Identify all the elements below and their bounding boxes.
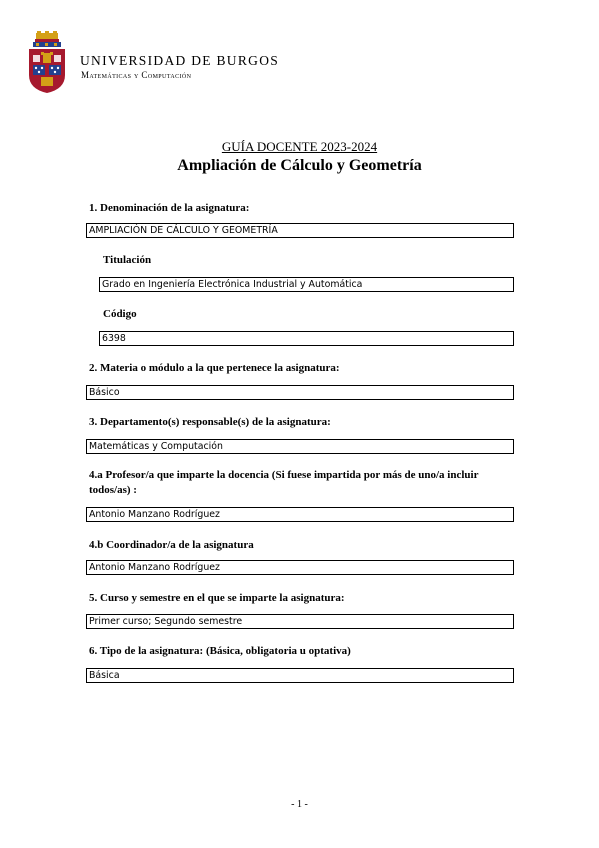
materia-field: Básico	[86, 385, 514, 400]
tipo-asignatura-field: Básica	[86, 668, 514, 683]
titulacion-field: Grado en Ingeniería Electrónica Industrial y Automática	[99, 277, 514, 292]
section-4b-heading: 4.b Coordinador/a de la asignatura	[89, 539, 254, 551]
guide-title: GUÍA DOCENTE 2023-2024	[221, 139, 378, 154]
section-1-heading: 1. Denominación de la asignatura:	[89, 202, 250, 214]
codigo-field: 6398	[99, 331, 514, 346]
codigo-label: Código	[103, 308, 137, 320]
section-5-heading: 5. Curso y semestre en el que se imparte la asignatura:	[89, 592, 345, 604]
subject-title: Ampliación de Cálculo y Geometría	[177, 157, 422, 174]
university-name: UNIVERSIDAD DE BURGOS	[80, 53, 280, 68]
university-crest-icon	[27, 31, 67, 93]
profesor-field: Antonio Manzano Rodríguez	[86, 507, 514, 522]
section-6-heading: 6. Tipo de la asignatura: (Básica, obligatoria u optativa)	[89, 645, 351, 657]
curso-semestre-field: Primer curso; Segundo semestre	[86, 614, 514, 629]
coordinador-field: Antonio Manzano Rodríguez	[86, 560, 514, 575]
section-4a-heading: 4.a Profesor/a que imparte la docencia (Si fuese impartida por más de uno/a incluir todos/as) :	[89, 469, 479, 496]
titulacion-label: Titulación	[103, 254, 152, 266]
departamento-field: Matemáticas y Computación	[86, 439, 514, 454]
section-2-heading: 2. Materia o módulo a la que pertenece la asignatura:	[89, 362, 340, 374]
page-number: - 1 -	[291, 799, 308, 810]
section-3-heading: 3. Departamento(s) responsable(s) de la asignatura:	[89, 416, 331, 428]
subject-name-field: AMPLIACIÓN DE CÁLCULO Y GEOMETRÍA	[86, 223, 514, 238]
department-name: Matemáticas y Computación	[81, 70, 192, 80]
